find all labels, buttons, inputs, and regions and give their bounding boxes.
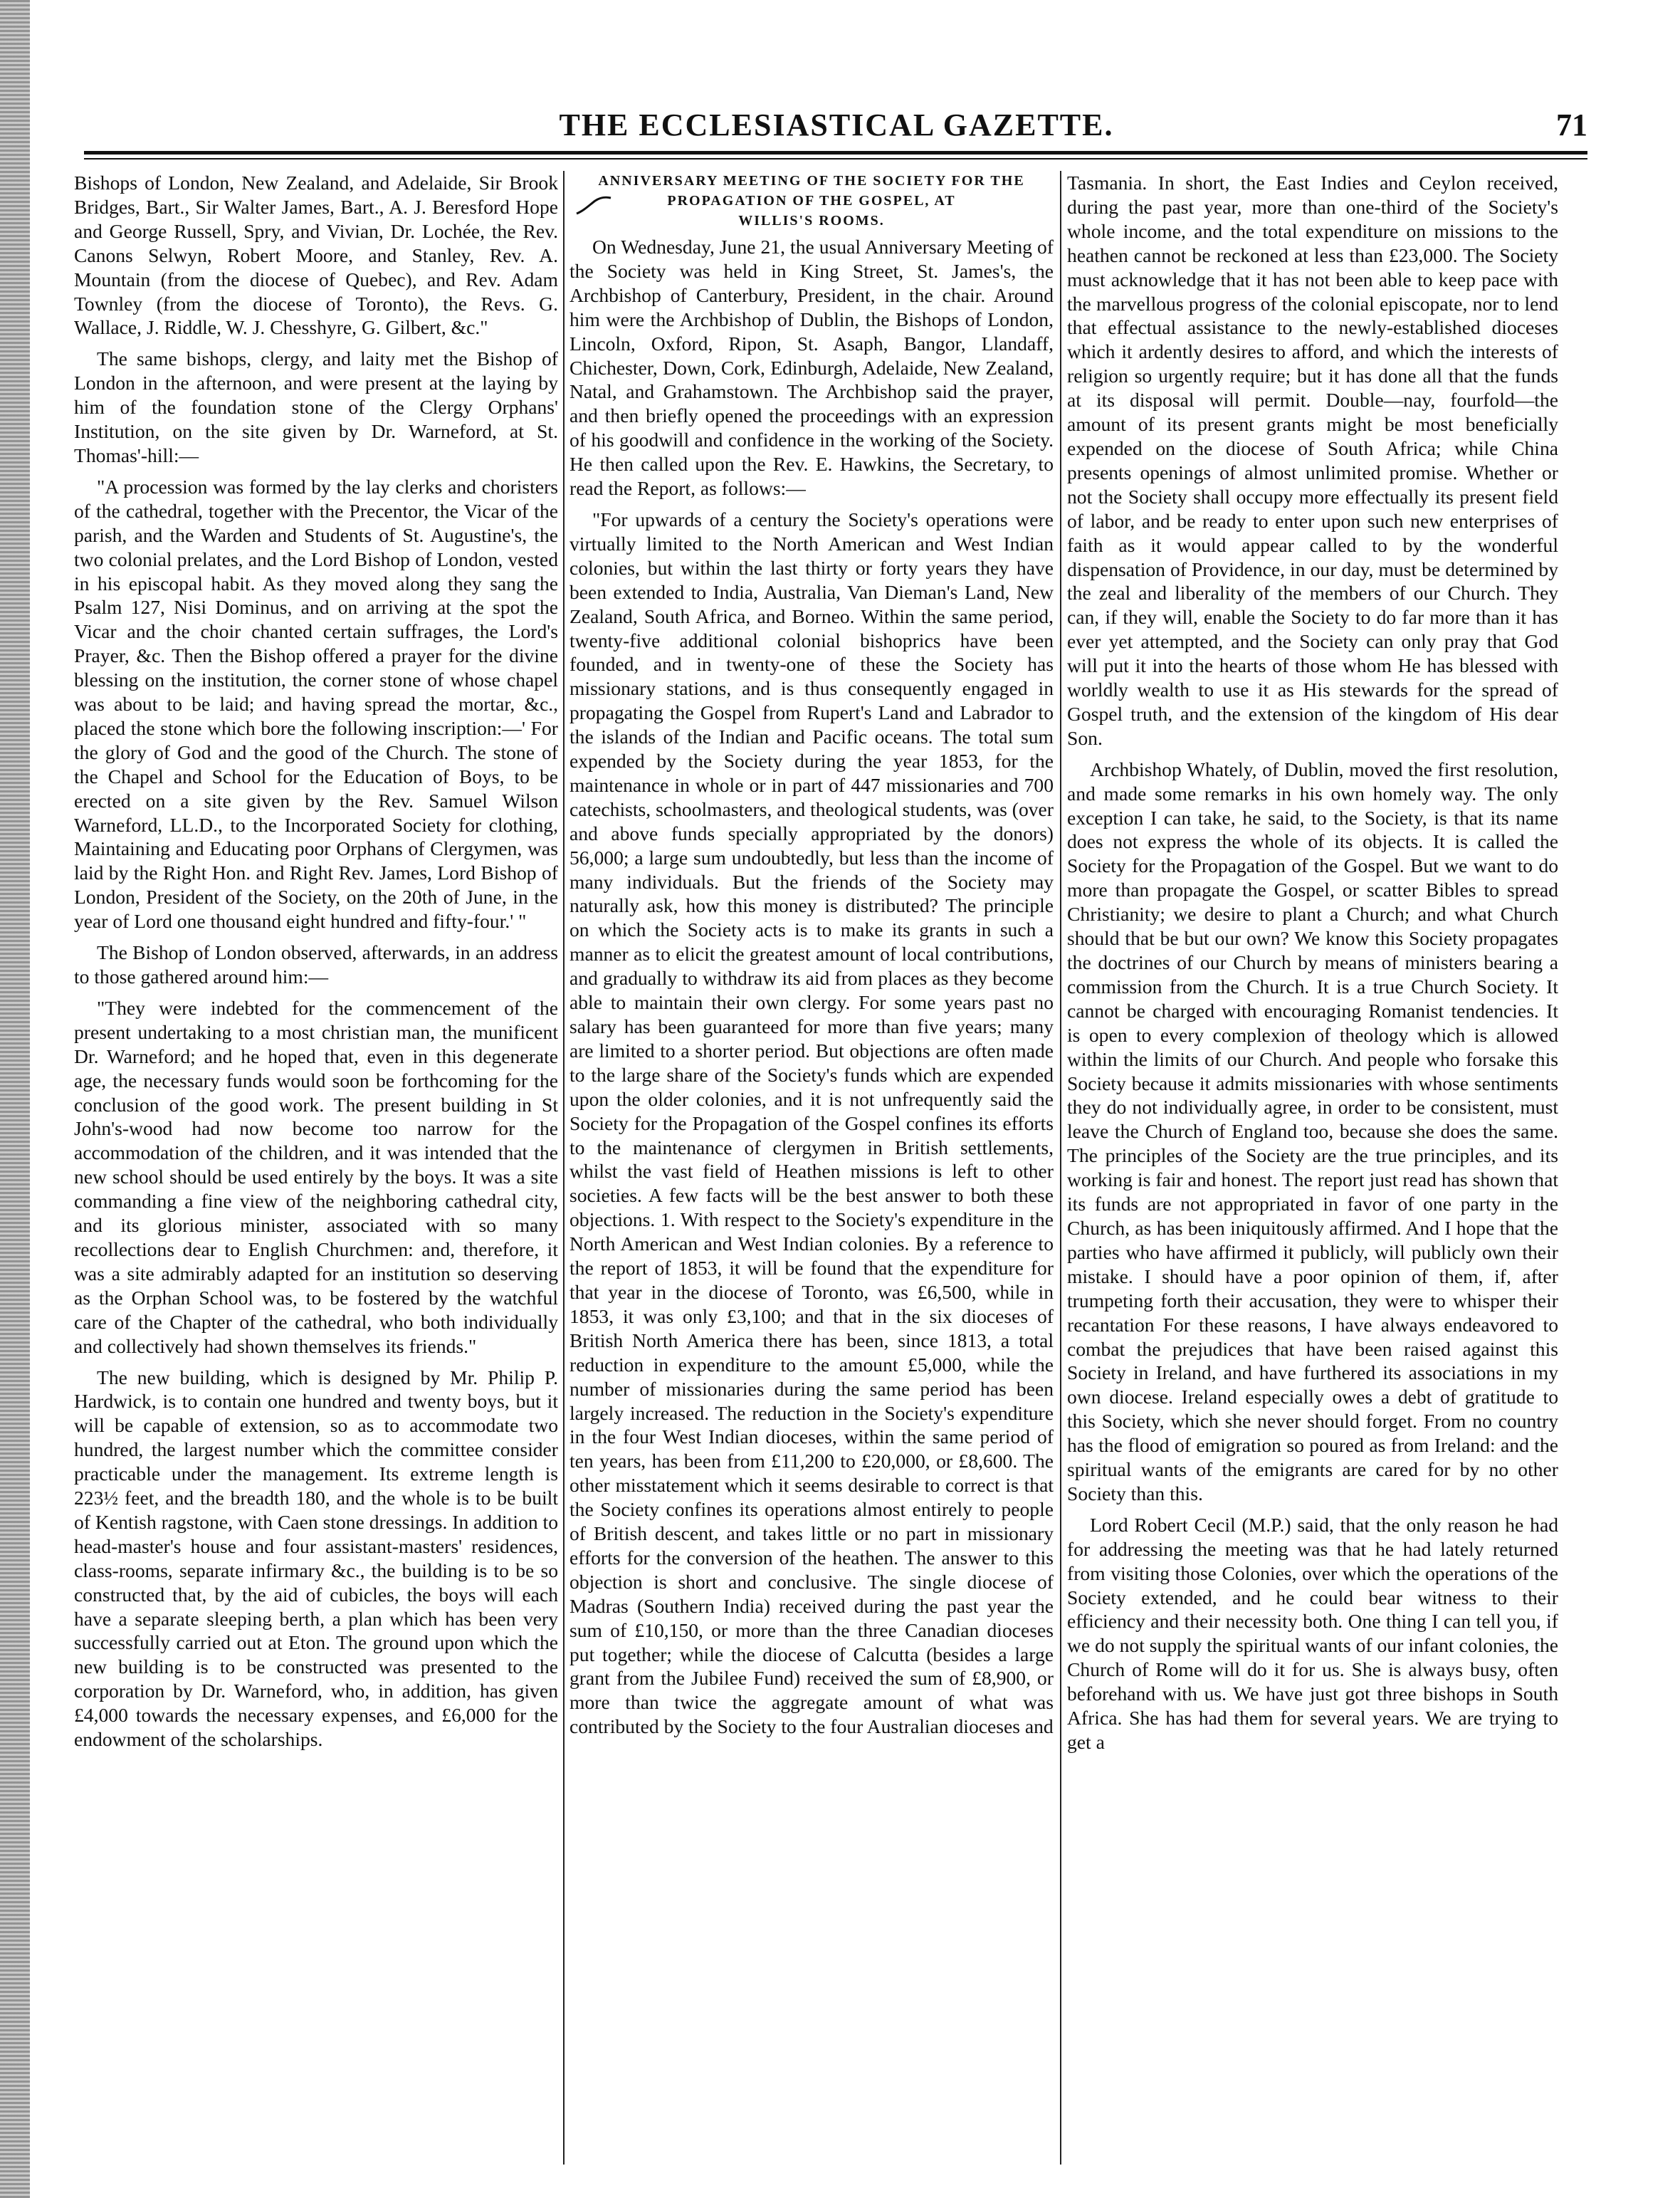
heading-line-1: ANNIVERSARY MEETING OF THE SOCIETY FOR THE bbox=[598, 173, 1025, 189]
paragraph: The same bishops, clergy, and laity met the Bishop of London in the afternoon, and were present at the laying by him of the foundation stone of the Clergy Orphans' Institution, on the site given by Dr. Warneford, at St. Thomas'-hill:— bbox=[74, 347, 558, 466]
article-heading bbox=[569, 171, 1054, 231]
paragraph: "A procession was formed by the lay clerks and choristers of the cathedral, together with the Precentor, the Vicar of the parish, and the Warden and Students of St. Augustine's, the two colonial prelates, and the Lord Bishop of London, vested in his episcopal habit. As they moved along they sang the Psalm 127, Nisi Dominus, and on arriving at the spot the Vicar and the choir chanted certain suffrages, the Lord's Prayer, &c. Then the Bishop offered a prayer for the divine blessing on the institution, the corner stone of whose chapel was about to be laid; and having spread the mortar, &c., placed the stone which bore the following inscription:—' For the glory of God and the good of the Church. The stone of the Chapel and School for the Education of Boys, to be erected on a site given by the Rev. Samuel Wilson Warneford, LL.D., to the Incorporated Society for clothing, Maintaining and Educating poor Orphans of Clergymen, was laid by the Right Hon. and Right Rev. James, Lord Bishop of London, President of the Society, on the 20th of June, in the year of Lord one thousand eight hundred and fifty-four.' " bbox=[74, 475, 558, 933]
paragraph: "For upwards of a century the Society's operations were virtually limited to the North American and West Indian colonies, but within the last thirty or forty years they have been extended to India, Australia, Van Dieman's Land, New Zealand, South Africa, and Borneo. Within the same period, twenty-five additional colonial bishoprics have been founded, and in twenty-one of these the Society has missionary stations, and is thus consequently engaged in propagating the Gospel from Rupert's Land and Labrador to the islands of the Indian and Pacific oceans. The total sum expended by the Society during the year 1853, for the maintenance in whole or in part of 447 missionaries and 700 catechists, schoolmasters, and theological students, was (over and above funds specially appropriated by the donors) 56,000; a large sum undoubtedly, but less than the income of many individuals. But the friends of the Society may naturally ask, how this money is distributed? The principle on which the Society acts is to make its grants in such a manner as to elicit the greatest amount of local contributions, and gradually to withdraw its aid from places as they become able to maintain their own clergy. For some years past no salary has been guaranteed for more than five years; many are limited to a shorter period. But objections are often made to the large share of the Society's funds which are expended upon the older colonies, and it is not unfrequently said the Society for the Propagation of the Gospel confines its efforts to the maintenance of clergymen in British settlements, whilst the vast field of Heathen missions is left to other societies. A few facts will be the best answer to both these objections. 1. With respect to the Society's expenditure in the North American and West Indian colonies. By a reference to the report of 1853, it will be found that the expenditure for that year in the diocese of Toronto, was £6,500, while in 1853, it was only £3,100; and that in the six dioceses of British North America there has been, since 1813, a total reduction in expenditure to the amount £5,000, while the number of missionaries during the same period has been largely increased. The reduction in the Society's expenditure in the four West Indian dioceses, within the same period of ten years, has been from £11,200 to £20,000, or £8,600. The other misstatement which it seems desirable to correct is that the Society confines its operations almost entirely to people of British descent, and takes little or no part in missionary efforts for the conversion of the heathen. The answer to this objection is short and conclusive. The single diocese of Madras (Southern India) received during the past year the sum of £10,150, or more than the three Canadian dioceses put together; while the diocese of Calcutta (besides a large grant from the Jubilee Fund) received the sum of £8,900, or more than twice the aggregate amount of what was contributed by the Society to the four Australian dioceses and bbox=[569, 508, 1054, 1738]
column-divider-2 bbox=[1060, 171, 1061, 2165]
paragraph: Tasmania. In short, the East Indies and Ceylon received, during the past year, more than one-third of the Society's whole income, and the total expenditure on missions to the heathen cannot be reckoned at less than £23,000. The Society must acknowledge that it has not been able to keep pace with the marvellous progress of the colonial episcopate, nor to lend that effectual assistance to the newly-established dioceses which it ardently desires to afford, and which the interests of religion so urgently require; but it has done all that the funds at its disposal will permit. Double—nay, fourfold—the amount of its present grants might be most beneficially expended on the diocese of South Africa; while China presents openings of almost unlimited promise. Whether or not the Society shall occupy more effectually its present field of labor, and be ready to enter upon such new enterprises of faith as it would appear called to by the wonderful dispensation of Providence, in our day, must be determined by the zeal and liberality of the members of our Church. They can, if they will, enable the Society to do far more than it has ever yet attempted, and the Society can only pray that God will put it into the hearts of those whom He has blessed with worldly wealth to use it as His stewards for the spread of Gospel truth, and the extension of the kingdom of His dear Son. bbox=[1067, 172, 1558, 749]
header-rule-thick bbox=[84, 151, 1587, 155]
pen-mark-icon bbox=[574, 195, 614, 216]
paragraph: The Bishop of London observed, afterwards, in an address to those gathered around him:— bbox=[74, 941, 558, 988]
column-3 bbox=[1067, 171, 1558, 2186]
page-header bbox=[85, 107, 1587, 150]
page-number: 71 bbox=[1556, 108, 1587, 142]
header-rule-thin bbox=[84, 158, 1587, 159]
paragraph: Bishops of London, New Zealand, and Adelaide, Sir Brook Bridges, Bart., Sir Walter James, Bart., A. J. Beresford Hope and George Russell, Spry, and Vivian, Dr. Lochée, the Rev. Canons Selwyn, Robert Moore, and Stanley, Rev. A. Mountain (from the diocese of Quebec), and Rev. Adam Townley (from the diocese of Toronto), the Revs. G. Wallace, J. Riddle, W. J. Chesshyre, G. Gilbert, &c." bbox=[74, 172, 558, 339]
column-1 bbox=[74, 171, 558, 2186]
heading-line-3: WILLIS'S ROOMS. bbox=[738, 213, 885, 229]
gazette-title: THE ECCLESIASTICAL GAZETTE. bbox=[559, 108, 1114, 142]
paragraph: The new building, which is designed by Mr. Philip P. Hardwick, is to contain one hundred and twenty boys, but it will be capable of extension, so as to accommodate two hundred, the largest number which the committee consider practicable under the management. Its extreme length is 223½ feet, and the breadth 180, and the whole is to be built of Kentish ragstone, with Caen stone dressings. In addition to head-master's house and four assistant-masters' residences, class-rooms, separate infirmary &c., the building is to be so constructed that, by the aid of cubicles, the boys will each have a separate sleeping berth, a plan which has been very successfully carried out at Eton. The ground upon which the new building is to be constructed was presented to the corporation by Dr. Warneford, who, in addition, has given £4,000 towards the necessary expenses, and £6,000 for the endowment of the scholarships. bbox=[74, 1366, 558, 1751]
column-2 bbox=[569, 171, 1054, 2186]
paragraph: On Wednesday, June 21, the usual Anniversary Meeting of the Society was held in King Street, St. James's, the Archbishop of Canterbury, President, in the chair. Around him were the Archbishop of Dublin, the Bishops of London, Lincoln, Oxford, Ripon, St. Asaph, Bangor, Llandaff, Chichester, Down, Cork, Edinburgh, Adelaide, New Zealand, Natal, and Grahamstown. The Archbishop said the prayer, and then briefly opened the proceedings with an expression of his goodwill and confidence in the working of the Society. He then called upon the Rev. E. Hawkins, the Secretary, to read the Report, as follows:— bbox=[569, 236, 1054, 500]
heading-line-2: PROPAGATION OF THE GOSPEL, AT bbox=[667, 193, 956, 209]
paragraph: Archbishop Whately, of Dublin, moved the first resolution, and made some remarks in his own homely way. The only exception I can take, he said, to the Society, is that its name does not express the whole of its objects. It is called the Society for the Propagation of the Gospel. But we want to do more than propagate the Gospel, or scatter Bibles to spread Christianity; we desire to plant a Church; and what Church should that be but our own? We know this Society propagates the doctrines of our Church by means of ministers bearing a commission from the Church. It is a true Church Society. It cannot be charged with encouraging Romanist tendencies. It is open to every complexion of theology which is allowed within the limits of our Church. And people who forsake this Society because it admits missionaries with whose sentiments they do not individually agree, in order to be consistent, must leave the Church of England too, because she does the same. The principles of the Society are the true principles, and its working is fair and honest. The report just read has shown that its funds are not appropriated in favor of one party in the Church, as has been iniquitously affirmed. And I hope that the parties who have affirmed it publicly, will publicly own their mistake. I should have a poor opinion of them, if, after trumpeting forth their accusation, they were to whisper their recantation For these reasons, I have always endeavored to combat the prejudices that have been raised against this Society in Ireland, and have furthered its associations in my own diocese. Ireland especially owes a debt of gratitude to this Society, which she never should forget. From no country has the flood of emigration so poured as from Ireland: and the spiritual wants of the emigrants are cared for by no other Society than this. bbox=[1067, 758, 1558, 1504]
column-divider-1 bbox=[563, 171, 565, 2165]
paragraph: "They were indebted for the commencement of the present undertaking to a most christian man, the munificent Dr. Warneford; and he hoped that, even in this degenerate age, the necessary funds would soon be forthcoming for the conclusion of the good work. The present building in St John's-wood had now become too narrow for the accommodation of the children, and it was intended that the new school should be used entirely by the boys. It was a site commanding a fine view of the neighboring cathedral city, and its glorious minister, associated with so many recollections dear to English Churchmen: and, therefore, it was a site admirably adapted for an institution so deserving as the Orphan School was, to be fostered by the watchful care of the Chapter of the cathedral, who both individually and collectively had shown themselves its friends." bbox=[74, 996, 558, 1357]
binding-edge bbox=[0, 0, 30, 2198]
paragraph: Lord Robert Cecil (M.P.) said, that the only reason he had for addressing the meeting was that he had lately returned from visiting those Colonies, over which the operations of the Society extended, and he could bear witness to their efficiency and their necessity both. One thing I can tell you, if we do not supply the spiritual wants of our infant colonies, the Church of Rome will do it for us. She is always busy, often beforehand with us. We have just got three bishops in South Africa. She has had them for several years. We are trying to get a bbox=[1067, 1513, 1558, 1753]
